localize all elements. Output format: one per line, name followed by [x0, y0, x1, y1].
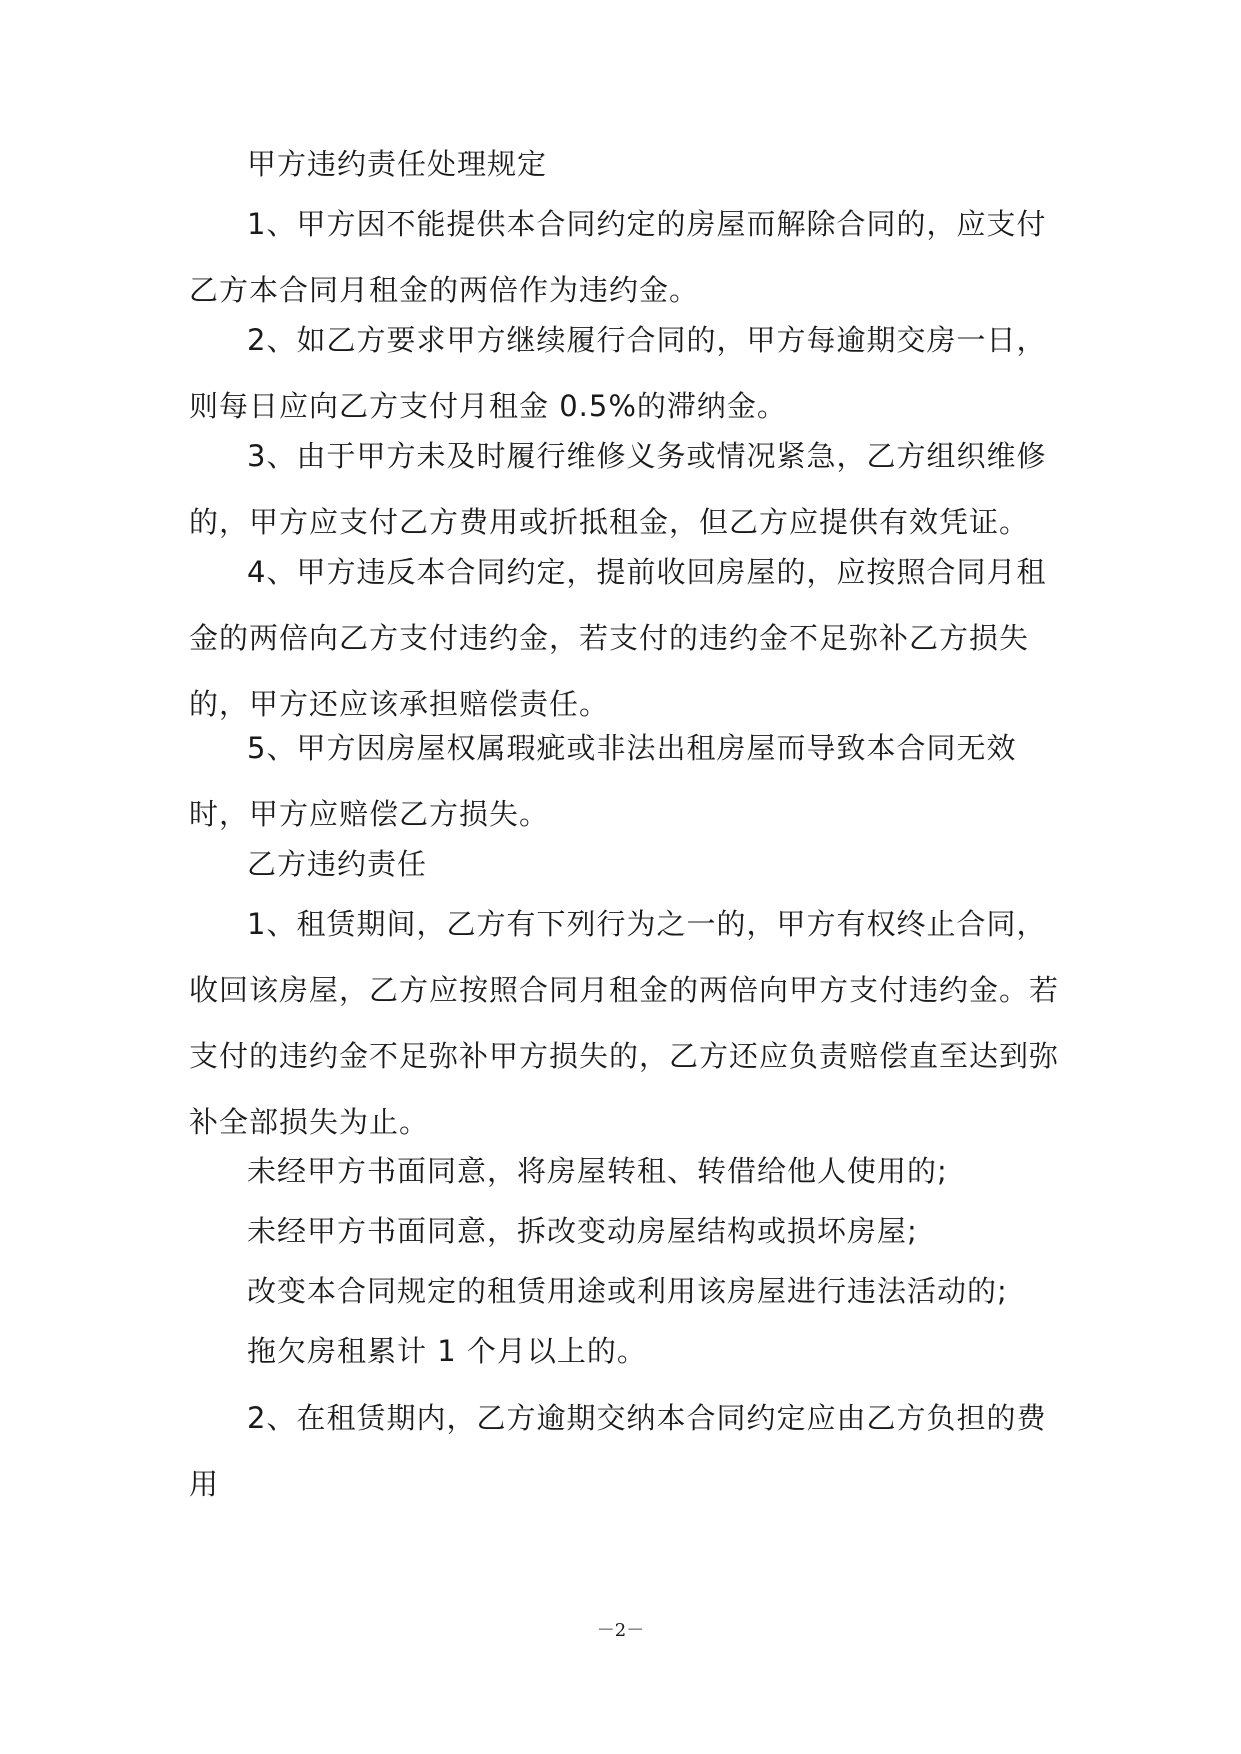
section-b-sub-4: 拖欠房租累计 1 个月以上的。	[247, 1334, 647, 1368]
section-a-item-1: 1、甲方因不能提供本合同约定的房屋而解除合同的，应支付乙方本合同月租金的两倍作为违约金。	[189, 207, 1047, 307]
section-b-item-2: 2、在租赁期内，乙方逾期交纳本合同约定应由乙方负担的费用	[189, 1401, 1047, 1501]
section-a-item-2: 2、如乙方要求甲方继续履行合同的，甲方每逾期交房一日，则每日应向乙方支付月租金 0.5%的滞纳金。	[189, 323, 1047, 423]
section-a-title: 甲方违约责任处理规定	[247, 147, 548, 181]
section-b-title: 乙方违约责任	[247, 847, 428, 881]
section-b-item-1: 1、租赁期间，乙方有下列行为之一的，甲方有权终止合同，收回该房屋，乙方应按照合同月租金的两倍向甲方支付违约金。若支付的违约金不足弥补甲方损失的，乙方还应负责赔偿直至达到弥补全部损失为止。	[189, 907, 1060, 1139]
page-number: －2－	[596, 1620, 645, 1641]
section-a-item-5: 5、甲方因房屋权属瑕疵或非法出租房屋而导致本合同无效时，甲方应赔偿乙方损失。	[189, 731, 1017, 831]
section-a-item-3: 3、由于甲方未及时履行维修义务或情况紧急，乙方组织维修的，甲方应支付乙方费用或折抵租金，但乙方应提供有效凭证。	[189, 439, 1047, 539]
section-b-sub-1: 未经甲方书面同意，将房屋转租、转借给他人使用的;	[247, 1154, 948, 1188]
section-b-sub-2: 未经甲方书面同意，拆改变动房屋结构或损坏房屋;	[247, 1214, 918, 1248]
section-a-item-4: 4、甲方违反本合同约定，提前收回房屋的，应按照合同月租金的两倍向乙方支付违约金，若支付的违约金不足弥补乙方损失的，甲方还应该承担赔偿责任。	[189, 555, 1047, 721]
section-b-sub-3: 改变本合同规定的租赁用途或利用该房屋进行违法活动的;	[247, 1274, 1008, 1308]
